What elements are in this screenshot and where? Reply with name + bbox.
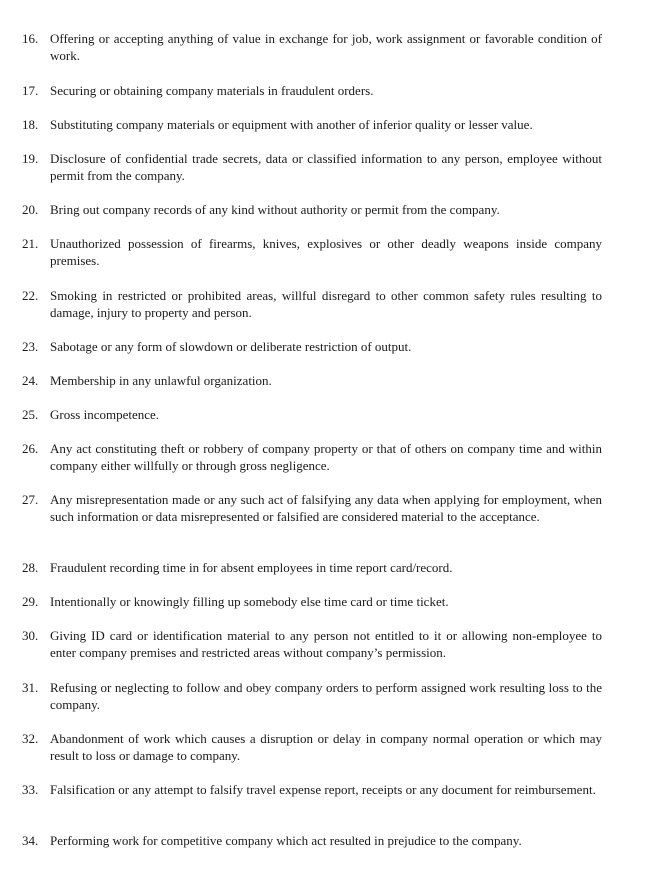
item-text: Bring out company records of any kind without authority or permit from the company. [50, 202, 500, 217]
item-text: Refusing or neglecting to follow and obey company orders to perform assigned work resulting loss to the company. [50, 680, 602, 712]
item-text: Giving ID card or identification material to any person not entitled to it or allowing non-employee to enter company premises and restricted areas without company’s permission. [50, 628, 602, 660]
item-number: 31. [22, 680, 39, 695]
item-number: 27. [22, 492, 39, 507]
item-text: Securing or obtaining company materials in fraudulent orders. [50, 83, 374, 98]
list-item [22, 338, 602, 355]
item-number: 30. [22, 628, 39, 643]
item-number: 25. [22, 407, 39, 422]
list-item [22, 559, 602, 576]
item-text: Fraudulent recording time in for absent employees in time report card/record. [50, 560, 453, 575]
list-item [22, 781, 602, 798]
list-item [22, 440, 602, 474]
list-item [22, 627, 602, 661]
list-item [22, 593, 602, 610]
list-item [22, 832, 602, 849]
list-item [22, 730, 602, 764]
item-text: Unauthorized possession of firearms, knives, explosives or other deadly weapons inside company premises. [50, 236, 602, 268]
list-item [22, 679, 602, 713]
item-text: Smoking in restricted or prohibited areas, willful disregard to other common safety rules resulting to damage, injury to property and person. [50, 288, 602, 320]
list-item [22, 372, 602, 389]
list-item [22, 116, 602, 133]
item-text: Disclosure of confidential trade secrets, data or classified information to any person, employee without permit from the company. [50, 151, 602, 183]
item-number: 18. [22, 117, 39, 132]
item-number: 20. [22, 202, 39, 217]
list-item [22, 82, 602, 99]
item-number: 19. [22, 151, 39, 166]
list-item [22, 150, 602, 184]
item-text: Falsification or any attempt to falsify travel expense report, receipts or any document for reimbursement. [50, 782, 596, 797]
item-number: 16. [22, 31, 39, 46]
item-number: 21. [22, 236, 39, 251]
item-number: 26. [22, 441, 39, 456]
item-text: Membership in any unlawful organization. [50, 373, 272, 388]
list-item [22, 491, 602, 525]
item-text: Intentionally or knowingly filling up somebody else time card or time ticket. [50, 594, 449, 609]
list-item [22, 201, 602, 218]
item-number: 29. [22, 594, 39, 609]
item-number: 28. [22, 560, 39, 575]
item-number: 22. [22, 288, 39, 303]
list-item [22, 30, 602, 64]
item-number: 17. [22, 83, 39, 98]
item-text: Abandonment of work which causes a disruption or delay in company normal operation or which may result to loss or damage to company. [50, 731, 602, 763]
item-number: 23. [22, 339, 39, 354]
item-text: Any misrepresentation made or any such act of falsifying any data when applying for employment, when such information or data misrepresented or falsified are considered material to the acceptance. [50, 492, 602, 524]
list-item [22, 406, 602, 423]
item-number: 34. [22, 833, 39, 848]
item-text: Sabotage or any form of slowdown or deliberate restriction of output. [50, 339, 412, 354]
item-number: 24. [22, 373, 39, 388]
item-text: Performing work for competitive company which act resulted in prejudice to the company. [50, 833, 522, 848]
item-text: Gross incompetence. [50, 407, 160, 422]
item-text: Substituting company materials or equipment with another of inferior quality or lesser value. [50, 117, 533, 132]
list-item [22, 235, 602, 269]
list-item [22, 287, 602, 321]
item-text: Any act constituting theft or robbery of company property or that of others on company time and within company either willfully or through gross negligence. [50, 441, 602, 473]
item-text: Offering or accepting anything of value in exchange for job, work assignment or favorable condition of work. [50, 31, 602, 63]
item-number: 32. [22, 731, 39, 746]
item-number: 33. [22, 782, 39, 797]
